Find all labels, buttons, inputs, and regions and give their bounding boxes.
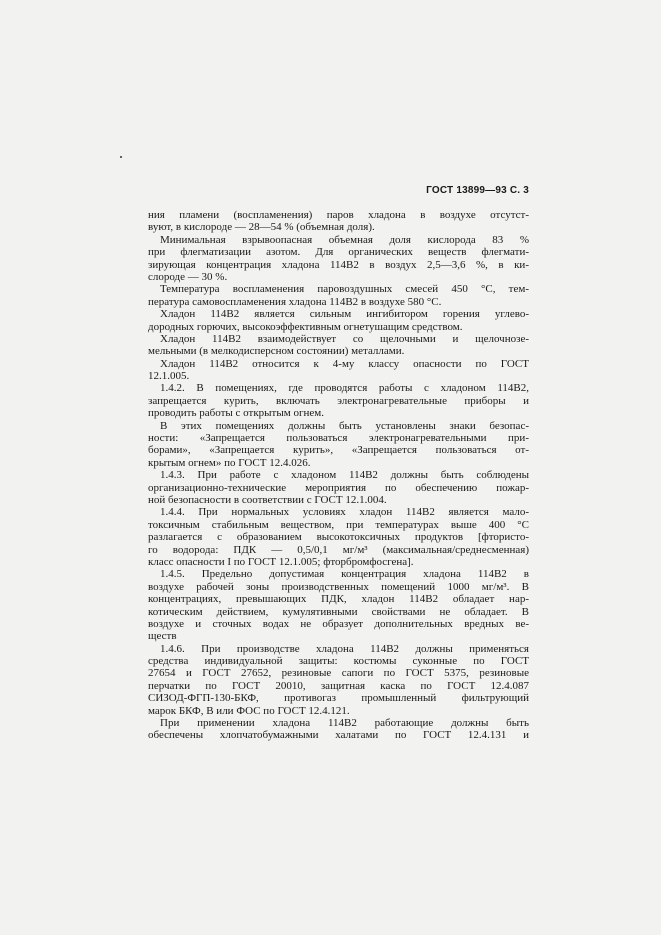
text-line: слороде — 30 %.	[148, 270, 228, 283]
text-line: 1.4.6. При производстве хладона 114В2 должны применяться	[160, 642, 529, 655]
text-line: ности: «Запрещается пользоваться электронагревательными при-	[148, 432, 529, 445]
text-line: ществ	[148, 630, 177, 643]
text-line: В этих помещениях должны быть установлены знаки безопас-	[160, 419, 529, 432]
page-header: ГОСТ 13899—93 С. 3	[426, 185, 529, 196]
text-line: котическим действием, кумулятивными свойствами не обладает. В	[148, 605, 529, 618]
paragraph	[148, 283, 529, 308]
paragraph	[148, 308, 529, 333]
text-line: Хладон 114В2 относится к 4-му классу опасности по ГОСТ	[160, 357, 529, 370]
paragraph	[148, 469, 529, 506]
text-line: мельными (в мелкодисперсном состоянии) металлами.	[148, 345, 405, 358]
text-line: разлагается с образованием высокотоксичных продуктов [фтористо-	[148, 531, 529, 544]
text-line: 1.4.4. При нормальных условиях хладон 114В2 является мало-	[160, 506, 529, 519]
text-line: крытым огнем» по ГОСТ 12.4.026.	[148, 456, 311, 469]
text-line: средства индивидуальной защиты: костюмы суконные по ГОСТ	[148, 655, 529, 668]
scan-speck	[120, 156, 122, 158]
text-line: Минимальная взрывоопасная объемная доля кислорода 83 %	[160, 233, 529, 246]
paragraph	[148, 506, 529, 568]
text-line: го водорода: ПДК — 0,5/0,1 мг/м³ (максимальная/среднесменная)	[148, 543, 529, 556]
text-line: ной безопасности в соответствии с ГОСТ 12.1.004.	[148, 493, 387, 506]
paragraph	[148, 382, 529, 419]
text-line: воздухе и сточных водах не образует дополнительных вредных ве-	[148, 617, 529, 630]
text-line: Хладон 114В2 взаимодействует со щелочными и щелочнозе-	[160, 332, 529, 345]
paragraph	[148, 643, 529, 717]
text-line: вуют, в кислороде — 28—54 % (объемная доля).	[148, 221, 375, 234]
text-line: 1.4.2. В помещениях, где проводятся работы с хладоном 114В2,	[160, 382, 529, 395]
text-line: запрещается курить, включать электронагревательные приборы и	[148, 394, 529, 407]
body-text	[148, 209, 529, 742]
paragraph	[148, 568, 529, 642]
text-line: организационно-технические мероприятия по обеспечению пожар-	[148, 481, 529, 494]
text-line: проводить работы с открытым огнем.	[148, 407, 324, 420]
text-line: 27654 и ГОСТ 27652, резиновые сапоги по ГОСТ 5375, резиновые	[148, 667, 529, 680]
text-line: 1.4.3. При работе с хладоном 114В2 должны быть соблюдены	[160, 469, 529, 482]
paragraph	[148, 420, 529, 470]
paragraph	[148, 333, 529, 358]
text-line: обеспечены хлопчатобумажными халатами по ГОСТ 12.4.131 и	[148, 729, 529, 742]
text-line: марок БКФ, В или ФОС по ГОСТ 12.4.121.	[148, 704, 350, 717]
text-line: дородных горючих, высокоэффективным огнетушащим средством.	[148, 320, 463, 333]
text-line: токсичным стабильным веществом, при температурах выше 400 °С	[148, 518, 529, 531]
text-line: Температура воспламенения паровоздушных смесей 450 °С, тем-	[160, 283, 529, 296]
paragraph	[148, 209, 529, 234]
paragraph	[148, 234, 529, 284]
text-line: ния пламени (воспламенения) паров хладона в воздухе отсутст-	[148, 209, 529, 221]
text-line: Хладон 114В2 является сильным ингибитором горения углево-	[160, 308, 529, 321]
text-line: 1.4.5. Предельно допустимая концентрация хладона 114В2 в	[160, 568, 529, 581]
text-line: 12.1.005.	[148, 370, 190, 383]
text-line: пература самовоспламенения хладона 114В2 в воздухе 580 °С.	[148, 295, 442, 308]
paragraph	[148, 717, 529, 742]
text-line: перчатки по ГОСТ 20010, защитная каска по ГОСТ 12.4.087	[148, 679, 529, 692]
text-line: СИЗОД-ФГП-130-БКФ, противогаз промышленный фильтрующий	[148, 692, 529, 705]
paragraph	[148, 358, 529, 383]
text-line: воздухе рабочей зоны производственных помещений 1000 мг/м³. В	[148, 580, 529, 593]
text-line: зирующая концентрация хладона 114В2 в воздух 2,5—3,6 %, в ки-	[148, 258, 529, 271]
text-line: при флегматизации азотом. Для органических веществ флегмати-	[148, 246, 529, 259]
text-line: концентрациях, превышающих ПДК, хладон 114В2 обладает нар-	[148, 593, 529, 606]
text-line: класс опасности I по ГОСТ 12.1.005; фторбромфосгена].	[148, 555, 414, 568]
text-line: При применении хладона 114В2 работающие должны быть	[160, 717, 529, 730]
text-line: борами», «Запрещается курить», «Запрещается пользоваться от-	[148, 444, 529, 457]
